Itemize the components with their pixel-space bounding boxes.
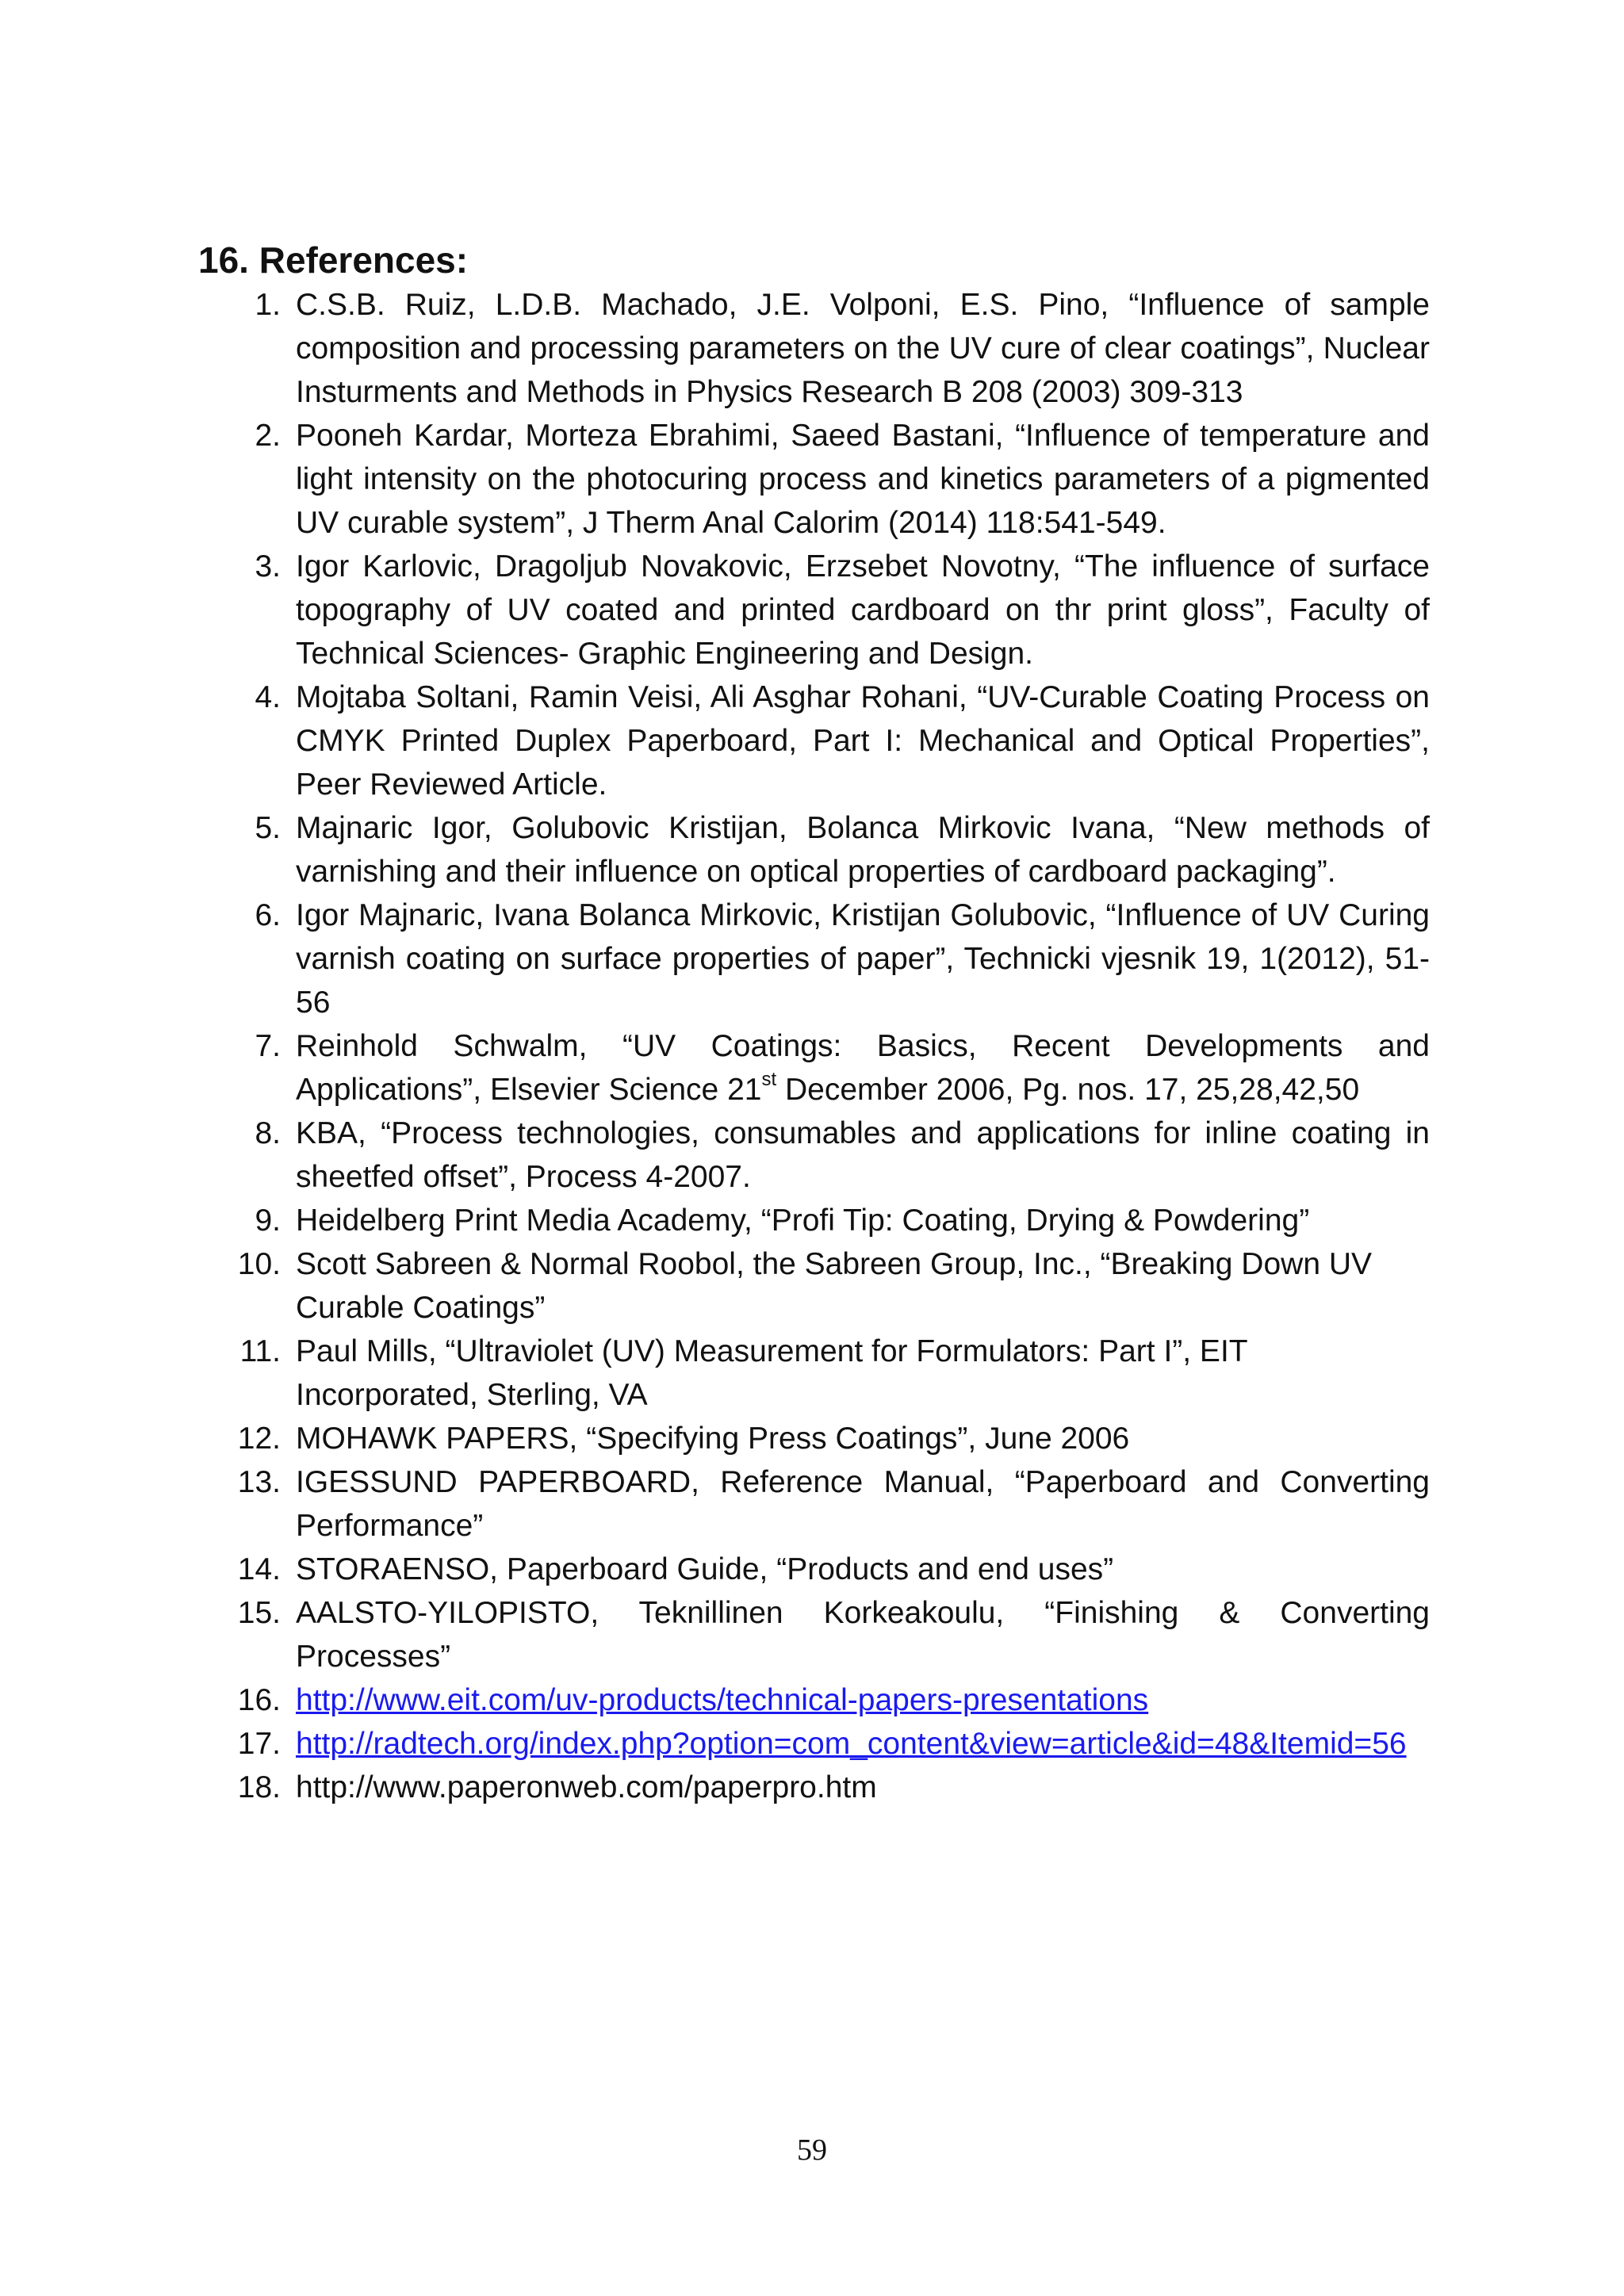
reference-text: Paul Mills, “Ultraviolet (UV) Measurement for Formulators: Part I”, EIT Incorporated, Sterling, VA — [296, 1334, 1247, 1412]
reference-number: 14. — [237, 1552, 281, 1586]
reference-number: 1. — [255, 288, 281, 322]
ordinal-superscript: st — [761, 1069, 777, 1090]
reference-text: Pooneh Kardar, Morteza Ebrahimi, Saeed Bastani, “Influence of temperature and light intensity on the photocuring process and kinetics parameters of a pigmented UV curable system”, J Therm Anal Calorim (2014) 118:541-549. — [296, 419, 1430, 540]
reference-number: 9. — [255, 1203, 281, 1238]
reference-number: 13. — [237, 1465, 281, 1499]
reference-text: http://www.paperonweb.com/paperpro.htm — [296, 1770, 877, 1804]
reference-number: 11. — [239, 1334, 281, 1368]
reference-text-part: December 2006, Pg. nos. 17, 25,28,42,50 — [776, 1073, 1360, 1107]
reference-item — [0, 1199, 1624, 1242]
page-number: 59 — [797, 2133, 827, 2167]
reference-number: 4. — [255, 680, 281, 714]
reference-number: 16. — [237, 1683, 281, 1717]
reference-text: Mojtaba Soltani, Ramin Veisi, Ali Asghar Rohani, “UV-Curable Coating Process on CMYK Printed Duplex Paperboard, Part I: Mechanical and Optical Properties”, Peer Reviewed Article. — [296, 680, 1430, 802]
reference-number: 10. — [237, 1247, 281, 1281]
reference-text: MOHAWK PAPERS, “Specifying Press Coatings”, June 2006 — [296, 1422, 1130, 1456]
reference-item — [0, 806, 1624, 894]
reference-text: Heidelberg Print Media Academy, “Profi Tip: Coating, Drying & Powdering” — [296, 1203, 1310, 1238]
reference-item — [0, 1417, 1624, 1460]
reference-text — [296, 1024, 1430, 1112]
reference-item — [0, 1112, 1624, 1199]
reference-item — [0, 545, 1624, 675]
reference-item — [0, 1460, 1624, 1548]
reference-text: IGESSUND PAPERBOARD, Reference Manual, “Paperboard and Converting Performance” — [296, 1465, 1430, 1543]
reference-item — [0, 1678, 1624, 1722]
reference-item — [0, 1766, 1624, 1809]
reference-text — [296, 1678, 1430, 1722]
reference-number: 18. — [237, 1770, 281, 1804]
reference-number: 3. — [255, 549, 281, 584]
reference-item — [0, 283, 1624, 414]
reference-link[interactable]: http://www.eit.com/uv-products/technical-papers-presentations — [296, 1683, 1149, 1717]
reference-text: STORAENSO, Paperboard Guide, “Products and end uses” — [296, 1552, 1114, 1586]
reference-text: Igor Majnaric, Ivana Bolanca Mirkovic, Kristijan Golubovic, “Influence of UV Curing varnish coating on surface properties of paper”, Technicki vjesnik 19, 1(2012), 51-56 — [296, 898, 1430, 1020]
reference-number: 7. — [255, 1029, 281, 1063]
reference-item — [0, 1330, 1624, 1417]
section-heading: 16. References: — [198, 239, 469, 281]
reference-number: 2. — [255, 419, 281, 453]
reference-item — [0, 1242, 1624, 1330]
reference-item — [0, 1024, 1624, 1112]
reference-item — [0, 414, 1624, 545]
reference-item — [0, 894, 1624, 1024]
reference-text — [296, 1722, 1422, 1766]
reference-item — [0, 1591, 1624, 1678]
reference-item — [0, 1548, 1624, 1591]
reference-number: 8. — [255, 1116, 281, 1150]
reference-text: AALSTO-YILOPISTO, Teknillinen Korkeakoulu, “Finishing & Converting Processes” — [296, 1596, 1430, 1674]
reference-item — [0, 675, 1624, 806]
reference-item — [0, 1722, 1624, 1766]
reference-text-part: Reinhold Schwalm, “UV Coatings: Basics, Recent Developments and Applications”, Elsevier Science 21 — [296, 1029, 1430, 1107]
reference-text: Scott Sabreen & Normal Roobol, the Sabreen Group, Inc., “Breaking Down UV Curable Coatings” — [296, 1247, 1373, 1325]
reference-number: 5. — [255, 811, 281, 845]
reference-link[interactable]: http://radtech.org/index.php?option=com_content&view=article&id=48&Itemid=56 — [296, 1727, 1407, 1761]
reference-text: Igor Karlovic, Dragoljub Novakovic, Erzsebet Novotny, “The influence of surface topography of UV coated and printed cardboard on thr print gloss”, Faculty of Technical Sciences- Graphic Engineering and Design. — [296, 549, 1430, 671]
reference-text: C.S.B. Ruiz, L.D.B. Machado, J.E. Volponi, E.S. Pino, “Influence of sample composition and processing parameters on the UV cure of clear coatings”, Nuclear Insturments and Methods in Physics Research B 208 (2003) 309-313 — [296, 288, 1430, 409]
reference-number: 15. — [237, 1596, 281, 1630]
reference-number: 12. — [237, 1422, 281, 1456]
reference-text: Majnaric Igor, Golubovic Kristijan, Bolanca Mirkovic Ivana, “New methods of varnishing and their influence on optical properties of cardboard packaging”. — [296, 811, 1430, 889]
reference-number: 6. — [255, 898, 281, 932]
reference-list — [0, 283, 1624, 1809]
reference-number: 17. — [237, 1727, 281, 1761]
reference-text: KBA, “Process technologies, consumables and applications for inline coating in sheetfed offset”, Process 4-2007. — [296, 1116, 1430, 1194]
